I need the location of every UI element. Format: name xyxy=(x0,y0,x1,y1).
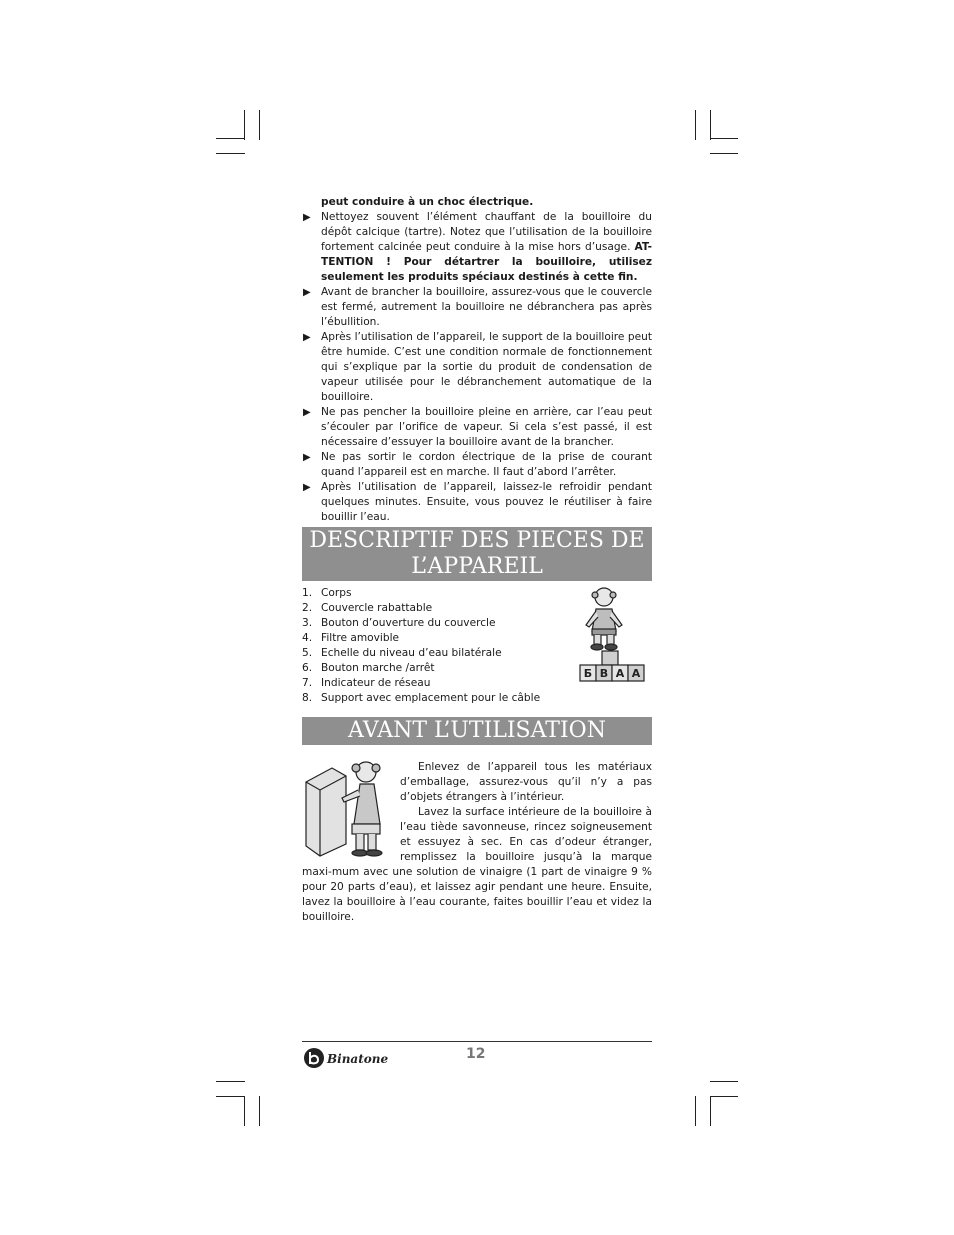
list-item: ▶ Après l’utilisation de l’appareil, laissez-le refroidir pendant quelques minutes. Ensuite, vous pouvez le réutiliser à faire bouillir l’eau. xyxy=(303,481,652,523)
crop-mark xyxy=(244,1096,245,1126)
crop-mark xyxy=(695,1096,696,1126)
crop-mark xyxy=(710,110,711,140)
crop-mark xyxy=(216,1096,245,1097)
list-item: 3. Bouton d’ouverture du couvercle xyxy=(302,617,496,629)
list-item: 4. Filtre amovible xyxy=(302,632,400,644)
block-letter: Б xyxy=(583,667,593,680)
crop-mark xyxy=(259,1096,260,1126)
crop-mark xyxy=(710,1096,711,1126)
crop-mark xyxy=(244,110,245,140)
page-number: 12 xyxy=(466,1046,486,1062)
crop-mark xyxy=(259,110,260,140)
before-use-text xyxy=(302,760,652,925)
list-item: 5. Echelle du niveau d’eau bilatérale xyxy=(302,647,502,659)
intro-bold-text: peut conduire à un choc électrique. xyxy=(321,196,534,208)
bullet-arrow-icon: ▶ xyxy=(303,212,311,223)
bullet-arrow-icon: ▶ xyxy=(303,287,311,298)
list-item: ▶ Nettoyez souvent l’élément chauffant de la bouilloire du dépôt calcique (tartre). Notez que l’utilisation de la bouilloire fortement calcinée peut conduire à la mise hors d’usage. AT-TENTION ! Pour détartrer la bouilloire, utilisez seulement les produits spéciaux destinés à cette fin. xyxy=(303,211,652,283)
binatone-logo xyxy=(302,1046,402,1070)
before-use-paragraph-1: Enlevez de l’appareil tous les matériaux d’emballage, assurez-vous qu’il n’y a pas d’objets étrangers à l’intérieur. xyxy=(400,761,652,803)
man-with-box-illustration xyxy=(302,760,394,860)
section-heading-before-use: AVANT L’UTILISATION xyxy=(302,717,652,745)
crop-mark xyxy=(710,153,738,154)
footer-divider xyxy=(302,1041,652,1042)
parts-list xyxy=(302,586,572,706)
before-use-paragraph-2: Lavez la surface intérieure de la bouilloire à l’eau tiède savonneuse, rincez soigneusement et essuyez à sec. En cas d’odeur étranger, remplissez la bouilloire jusqu’à la marque maxi-mum avec une solution de vinaigre (1 part de vinaigre 9 % pour 20 parts d’eau), et laissez agir pendant une heure. Ensuite, lavez la bouilloire à l’eau courante, faites bouillir l’eau et videz la bouilloire. xyxy=(302,806,652,923)
crop-mark xyxy=(710,1096,738,1097)
list-item: ▶ Après l’utilisation de l’appareil, le support de la bouilloire peut être humide. C’est une condition normale de fonctionnement qui s’explique par la sortie du produit de condensation de vapeur utilisée pour le débranchement automatique de la bouilloire. xyxy=(303,331,652,403)
list-item: 7. Indicateur de réseau xyxy=(302,677,431,689)
crop-mark xyxy=(216,153,245,154)
list-item: ▶ Ne pas pencher la bouilloire pleine en arrière, car l’eau peut s’écouler par l’orifice de vapeur. Si cela s’est passé, il est nécessaire d’essuyer la bouilloire avant de la brancher. xyxy=(303,406,652,448)
section-heading-parts: DESCRIPTIF DES PIECES DE L’APPAREIL xyxy=(302,527,652,581)
block-letter: B xyxy=(599,667,609,680)
list-item: ▶ Ne pas sortir le cordon électrique de la prise de courant quand l’appareil est en marche. Il faut d’abord l’arrêter. xyxy=(303,451,652,478)
bullet-list xyxy=(302,210,652,525)
crop-mark xyxy=(695,110,696,140)
bullet-arrow-icon: ▶ xyxy=(303,452,311,463)
list-item: ▶ Avant de brancher la bouilloire, assurez-vous que le couvercle est fermé, autrement la bouilloire ne débranchera pas après l’ébullition. xyxy=(303,286,652,328)
crop-mark xyxy=(216,138,245,139)
list-item: 2. Couvercle rabattable xyxy=(302,602,433,614)
brand-name: Binatone xyxy=(327,1052,389,1066)
list-item: 6. Bouton marche /arrêt xyxy=(302,662,435,674)
bullet-arrow-icon: ▶ xyxy=(303,482,311,493)
crop-mark xyxy=(710,1081,738,1082)
list-item: 8. Support avec emplacement pour le câble xyxy=(302,692,541,704)
block-letter: A xyxy=(615,667,625,680)
block-letter: A xyxy=(631,667,641,680)
crop-mark xyxy=(216,1081,245,1082)
bullet-arrow-icon: ▶ xyxy=(303,407,311,418)
bullet-arrow-icon: ▶ xyxy=(303,332,311,343)
character-on-blocks-illustration xyxy=(574,585,652,687)
crop-mark xyxy=(710,138,738,139)
list-item: 1. Corps xyxy=(302,587,352,599)
safety-instructions xyxy=(302,195,652,525)
